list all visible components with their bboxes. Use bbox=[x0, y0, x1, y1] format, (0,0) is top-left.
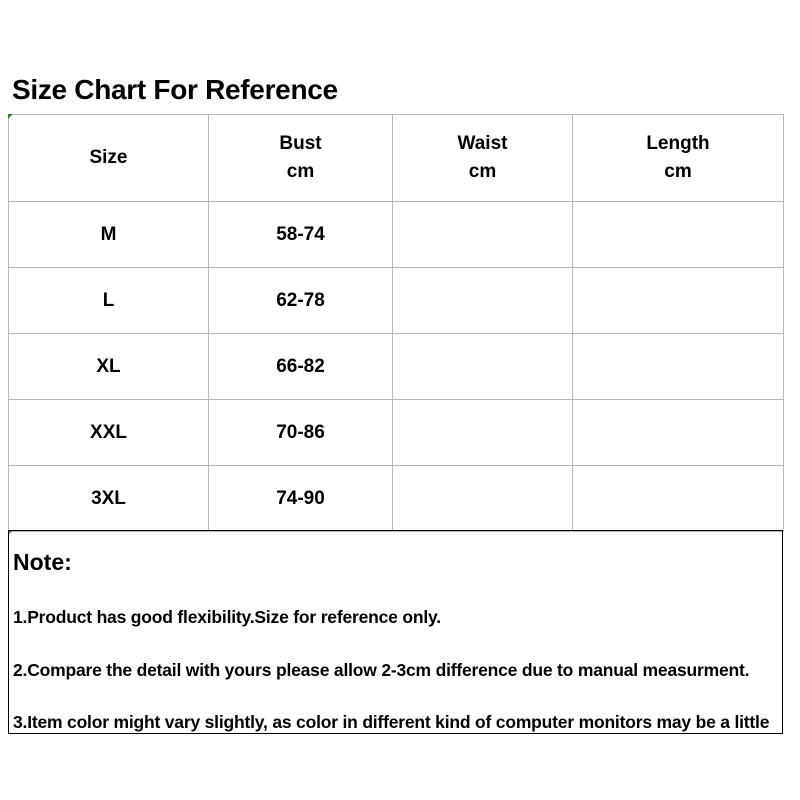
cell-bust: 66-82 bbox=[209, 334, 393, 400]
header-size bbox=[9, 115, 209, 202]
cell-waist bbox=[393, 466, 573, 532]
table-row bbox=[9, 466, 784, 532]
header-bust-unit: cm bbox=[286, 161, 315, 182]
cell-length bbox=[573, 334, 784, 400]
header-waist bbox=[393, 115, 573, 202]
header-waist-unit: cm bbox=[468, 161, 497, 182]
cell-waist bbox=[393, 268, 573, 334]
note-line-3: 3.Item color might vary slightly, as color in different kind of computer monitors may be a little bbox=[13, 712, 770, 732]
note-line-1: 1.Product has good flexibility.Size for reference only. bbox=[13, 607, 441, 627]
cell-waist bbox=[393, 400, 573, 466]
notes-box bbox=[8, 530, 783, 734]
cell-size: XL bbox=[9, 334, 209, 400]
cell-size: L bbox=[9, 268, 209, 334]
cell-length bbox=[573, 400, 784, 466]
cell-bust: 70-86 bbox=[209, 400, 393, 466]
header-bust-label: Bust bbox=[279, 133, 322, 154]
cell-size: M bbox=[9, 202, 209, 268]
cell-waist bbox=[393, 334, 573, 400]
notes-heading: Note: bbox=[13, 549, 72, 575]
table-row bbox=[9, 400, 784, 466]
header-bust bbox=[209, 115, 393, 202]
cell-waist bbox=[393, 202, 573, 268]
cell-bust: 62-78 bbox=[209, 268, 393, 334]
cell-size: XXL bbox=[9, 400, 209, 466]
note-line-2: 2.Compare the detail with yours please allow 2-3cm difference due to manual measurment. bbox=[13, 660, 750, 680]
header-length-label: Length bbox=[646, 133, 710, 154]
table-corner-marker bbox=[8, 114, 13, 119]
header-waist-label: Waist bbox=[457, 133, 508, 154]
size-chart-table bbox=[8, 114, 784, 532]
header-size-label: Size bbox=[89, 147, 128, 168]
table-row bbox=[9, 334, 784, 400]
header-length-unit: cm bbox=[664, 161, 692, 182]
table-header-row bbox=[9, 115, 784, 202]
cell-size: 3XL bbox=[9, 466, 209, 532]
table-row bbox=[9, 268, 784, 334]
cell-bust: 58-74 bbox=[209, 202, 393, 268]
cell-length bbox=[573, 268, 784, 334]
page-title: Size Chart For Reference bbox=[12, 74, 338, 105]
cell-bust: 74-90 bbox=[209, 466, 393, 532]
table-row bbox=[9, 202, 784, 268]
cell-length bbox=[573, 466, 784, 532]
cell-length bbox=[573, 202, 784, 268]
header-length bbox=[573, 115, 784, 202]
